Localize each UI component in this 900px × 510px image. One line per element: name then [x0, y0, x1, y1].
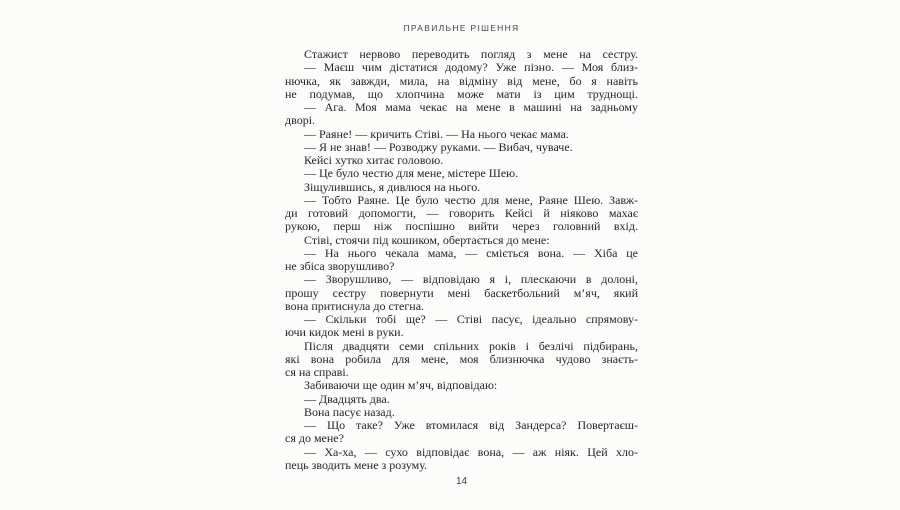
- text-line: — Я не знав! — Розводжу руками. — Вибач, чуваче.: [304, 140, 573, 154]
- text-line: — Раяне! — кричить Стіві. — На нього чекає мама.: [304, 127, 569, 141]
- text-line: — Ха-ха, — сухо відповідає вона, — аж ніяк. Цей хло-: [304, 445, 638, 459]
- text-line: Забиваючи ще один м’яч, відповідаю:: [304, 379, 498, 393]
- text-line: — Тобто Раяне. Це було честю для мене, Раяне Шею. Завж-: [304, 193, 638, 207]
- text-column: [285, 23, 638, 472]
- text-line: не збіса зворушливо?: [285, 260, 395, 273]
- text-line: — Скільки тобі ще? — Стіві пасує, ідеально спрямову-: [304, 313, 638, 326]
- text-line: — Зворушливо, — відповідаю я і, плескаючи в долоні,: [304, 273, 638, 287]
- text-line: які вона робила для мене, моя близнючка чудово знаєть-: [285, 352, 638, 366]
- text-line: нючка, як завжди, мила, на відміну від мене, бо я навіть: [285, 74, 638, 88]
- page-number: 14: [455, 476, 468, 487]
- text-line: дворі.: [285, 114, 316, 128]
- running-head: ПРАВИЛЬНЕ РІШЕННЯ: [403, 23, 520, 33]
- text-line: ючи кидок мені в руки.: [285, 326, 404, 340]
- text-line: — На нього чекала мама, — сміється вона. — Хіба це: [304, 246, 638, 260]
- text-line: — Двадцять два.: [304, 392, 390, 406]
- text-line: не подумав, що хлопчина може мати із цим труднощі.: [285, 87, 638, 101]
- text-line: Кейсі хутко хитає головою.: [304, 154, 444, 167]
- text-line: ся до мене?: [285, 432, 344, 446]
- text-line: рукою, перш ніж поспішно вийти через головний вхід.: [285, 220, 638, 234]
- text-line: Стажист нервово переводить погляд з мене на сестру.: [304, 48, 638, 61]
- text-line: — Маєш чим дістатися додому? Уже пізно. — Моя близ-: [304, 61, 638, 75]
- text-line: вона притиснула до стегна.: [285, 299, 425, 313]
- text-line: — Що таке? Уже втомилася від Зандерса? Повертаєш-: [304, 419, 638, 432]
- text-line: Стіві, стоячи під кошиком, обертається до мене:: [304, 233, 550, 247]
- text-line: ди готовий допомогти, — говорить Кейсі й ніяково махає: [285, 207, 638, 220]
- text-line: Після двадцяти семи спільних років і безлічі підбирань,: [304, 339, 638, 353]
- text-line: Зіщулившись, я дивлюся на нього.: [304, 180, 481, 194]
- text-line: пець зводить мене з розуму.: [285, 458, 427, 472]
- text-line: ся на справі.: [285, 366, 349, 379]
- text-line: прошу сестру повернути мені баскетбольний м’яч, який: [285, 286, 638, 300]
- text-line: — Це було честю для мене, містере Шею.: [304, 167, 519, 181]
- text-line: — Ага. Моя мама чекає на мене в машині на задньому: [304, 101, 638, 114]
- text-line: Вона пасує назад.: [304, 405, 395, 419]
- body-text: [285, 48, 638, 472]
